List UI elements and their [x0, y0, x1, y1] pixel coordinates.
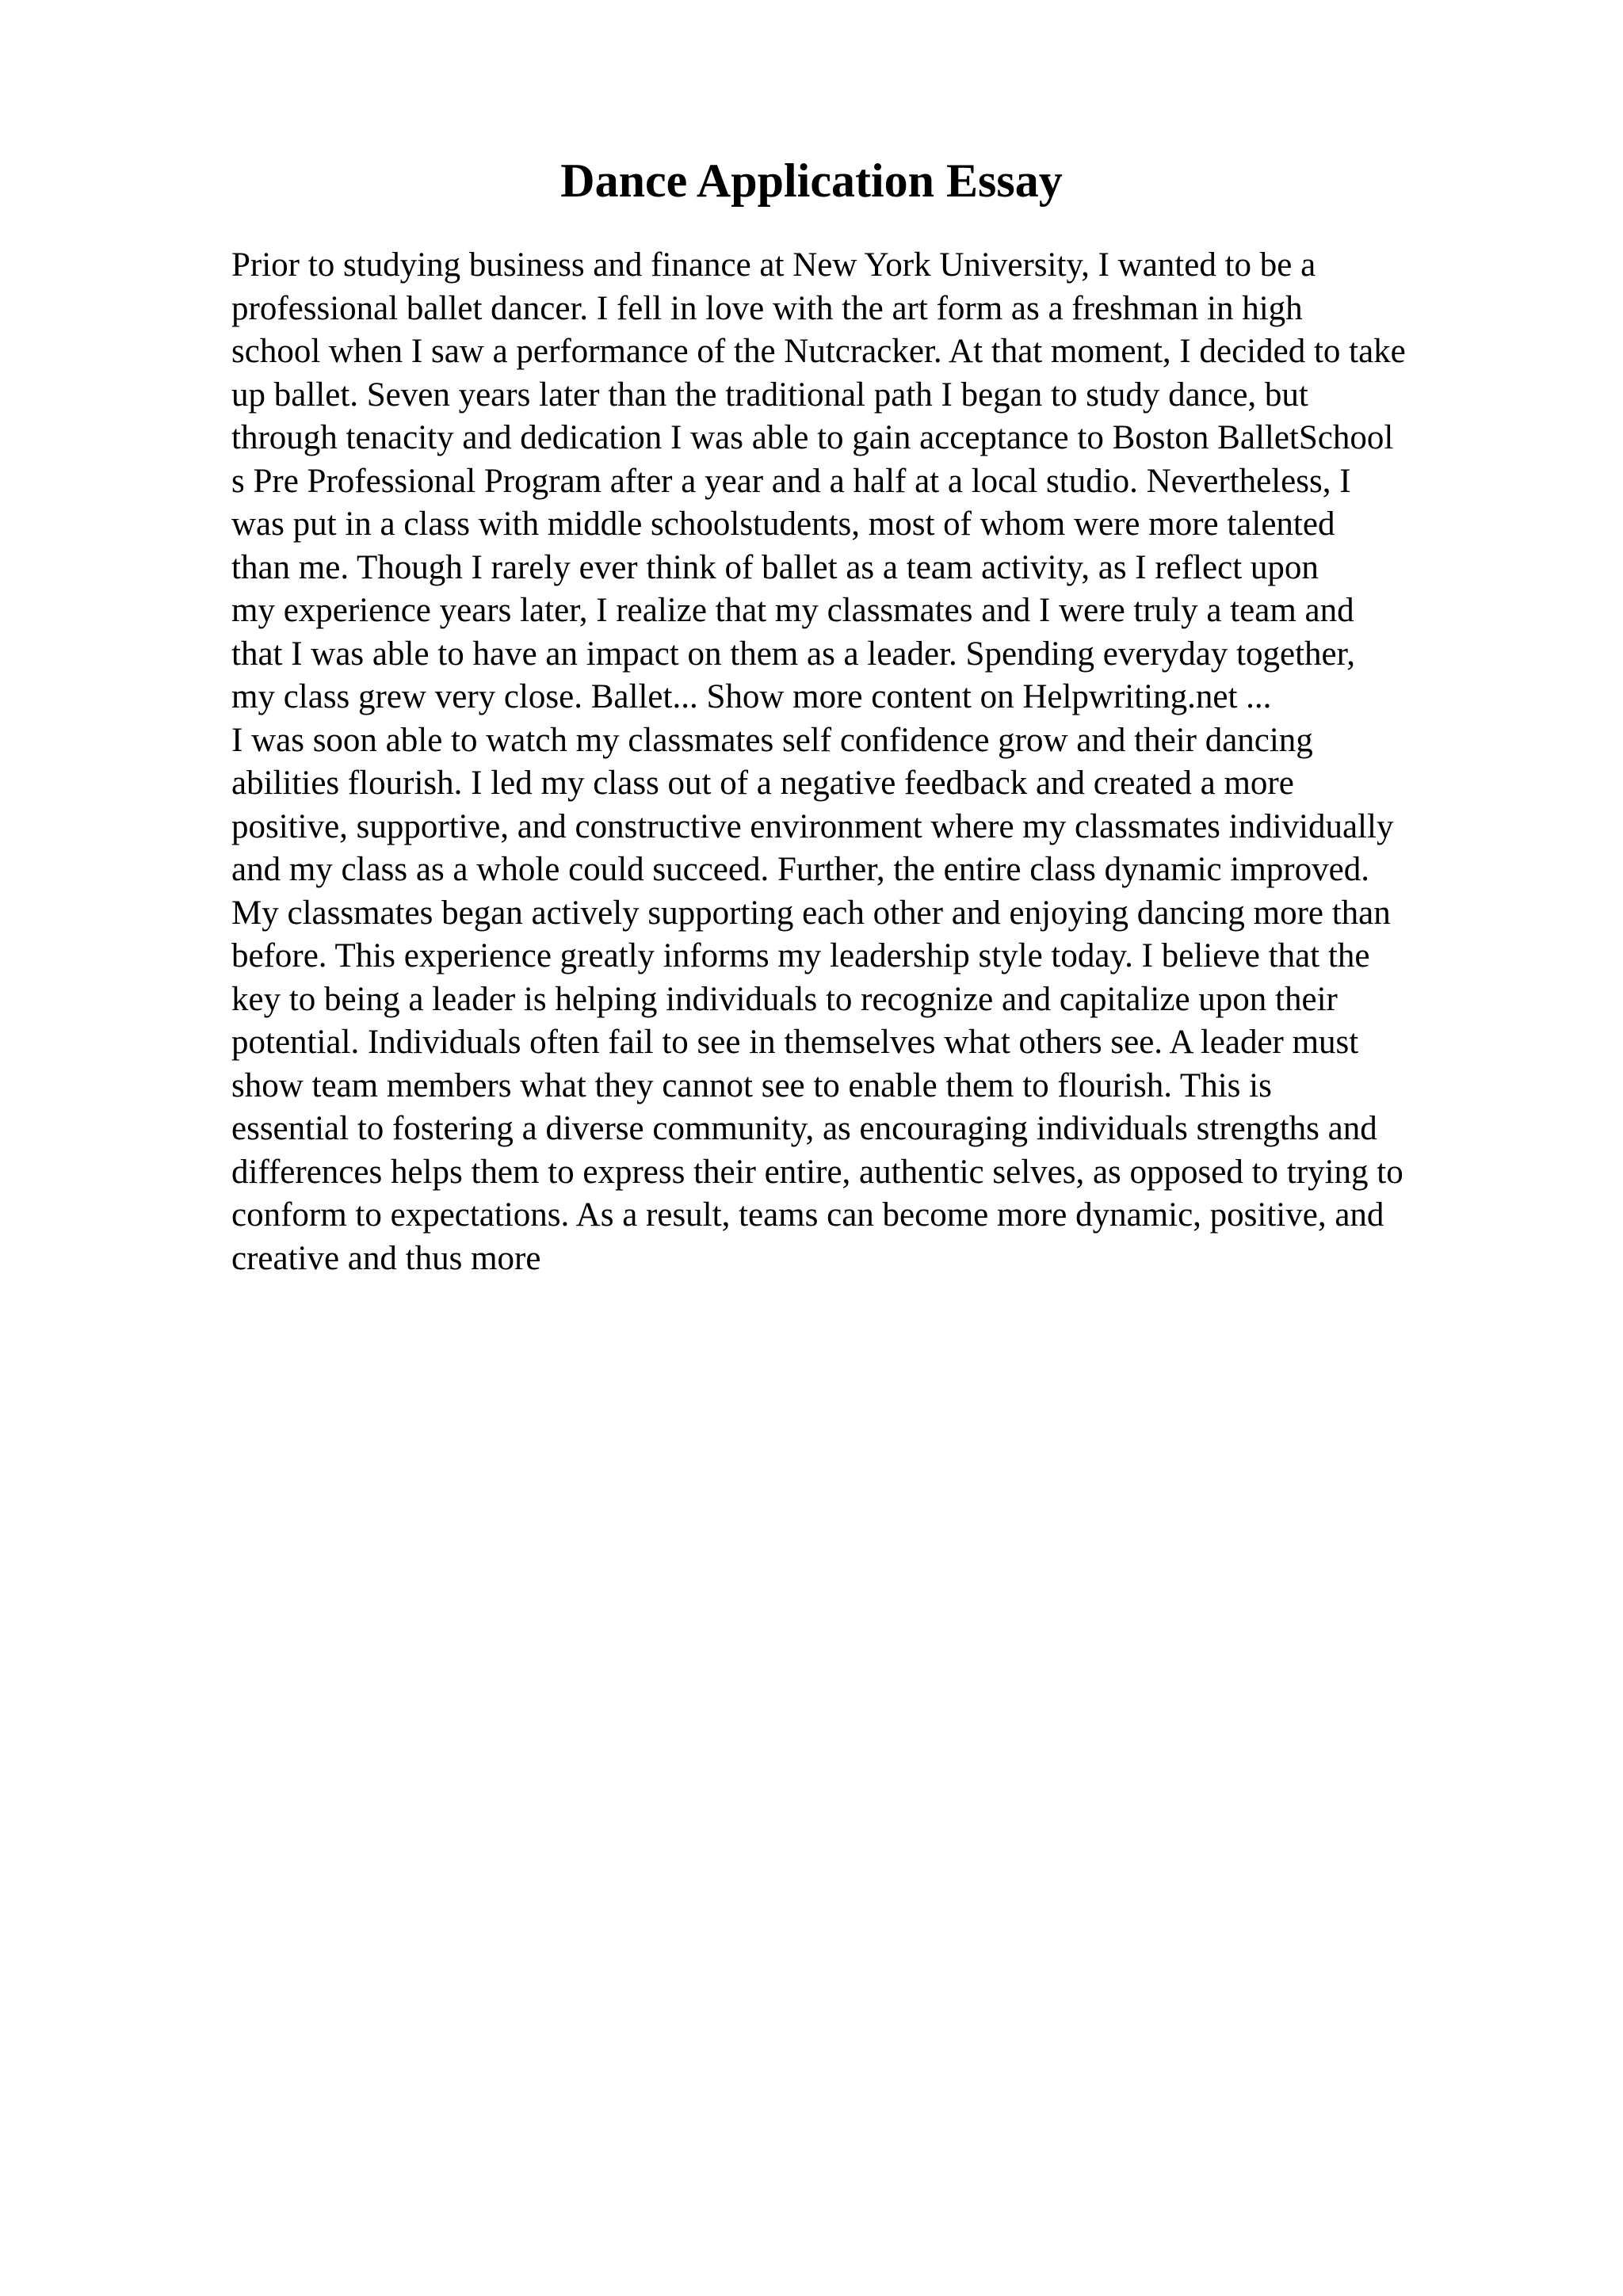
- essay-line: key to being a leader is helping individuals to recognize and capitalize upon their: [231, 980, 1338, 1018]
- essay-line: differences helps them to express their entire, authentic selves, as opposed to trying to: [231, 1153, 1403, 1191]
- essay-line: my class grew very close. Ballet... Show more content on Helpwriting.net ...: [231, 678, 1272, 715]
- essay-line: I was soon able to watch my classmates self confidence grow and their dancing: [231, 721, 1313, 759]
- essay-line: creative and thus more: [231, 1239, 541, 1277]
- essay-line: My classmates began actively supporting each other and enjoying dancing more than: [231, 894, 1391, 932]
- essay-line: through tenacity and dedication I was able to gain acceptance to Boston BalletSchool: [231, 419, 1394, 456]
- essay-line: my experience years later, I realize that my classmates and I were truly a team and: [231, 592, 1354, 629]
- essay-line: school when I saw a performance of the Nutcracker. At that moment, I decided to take: [231, 333, 1406, 370]
- essay-line: was put in a class with middle schoolstudents, most of whom were more talented: [231, 505, 1335, 543]
- essay-line: up ballet. Seven years later than the traditional path I began to study dance, but: [231, 376, 1308, 414]
- essay-line: show team members what they cannot see to enable them to flourish. This is: [231, 1066, 1272, 1104]
- essay-line: conform to expectations. As a result, teams can become more dynamic, positive, and: [231, 1196, 1384, 1234]
- essay-line: than me. Though I rarely ever think of ballet as a team activity, as I reflect upon: [231, 548, 1319, 586]
- essay-line: and my class as a whole could succeed. Further, the entire class dynamic improved.: [231, 851, 1369, 888]
- essay-line: s Pre Professional Program after a year and a half at a local studio. Nevertheless, I: [231, 462, 1351, 500]
- essay-line: potential. Individuals often fail to see in themselves what others see. A leader must: [231, 1024, 1359, 1061]
- essay-line: Prior to studying business and finance at New York University, I wanted to be a: [231, 246, 1316, 284]
- essay-line: before. This experience greatly informs my leadership style today. I believe that the: [231, 937, 1370, 974]
- essay-body: [231, 244, 1579, 1280]
- essay-line: professional ballet dancer. I fell in love with the art form as a freshman in high: [231, 289, 1303, 327]
- essay-line: positive, supportive, and constructive environment where my classmates individually: [231, 807, 1394, 845]
- essay-line: that I was able to have an impact on them as a leader. Spending everyday together,: [231, 635, 1355, 673]
- essay-line: abilities flourish. I led my class out of a negative feedback and created a more: [231, 765, 1294, 802]
- document-title: Dance Application Essay: [560, 154, 1063, 207]
- essay-line: essential to fostering a diverse community, as encouraging individuals strengths and: [231, 1110, 1377, 1147]
